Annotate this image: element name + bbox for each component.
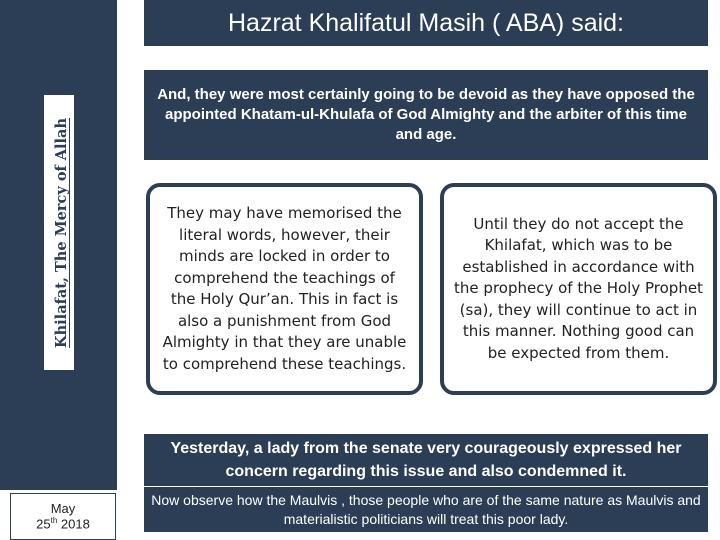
card-right xyxy=(440,183,717,395)
quote-text: And, they were most certainly going to be devoid as they have opposed the appointed Khatam-ul-Khulafa of God Almighty and the arbiter of this time and age. xyxy=(157,86,695,143)
card-right-text: Until they do not accept the Khilafat, which was to be established in accordance with the prophecy of the Holy Prophet (sa), they will continue to act in this manner. Nothing good can be expected from them. xyxy=(454,214,703,362)
footer-bold-text: Yesterday, a lady from the senate very courageously expressed her concern regarding this issue and also condemned it. xyxy=(170,440,682,480)
quote-box xyxy=(144,70,708,160)
date-day-year xyxy=(36,516,90,531)
footer-plain-banner xyxy=(144,487,708,532)
date-year: 2018 xyxy=(57,516,90,532)
card-left xyxy=(146,183,423,395)
footer-bold-banner xyxy=(144,434,708,486)
page-title: Hazrat Khalifatul Masih ( ABA) said: xyxy=(144,0,708,46)
date-suffix: th xyxy=(50,516,58,526)
vertical-title-text: Khilafat, The Mercy of Allah xyxy=(52,117,70,348)
card-left-text: They may have memorised the literal words, however, their minds are locked in order to comprehend the teachings of the Holy Qur’an. This in fact is also a punishment from God Almighty in that they are unable to comprehend these teachings. xyxy=(162,204,407,373)
footer-plain-text: Now observe how the Maulvis , those people who are of the same nature as Maulvis and materialistic politicians will treat this poor lady. xyxy=(151,491,701,527)
date-box xyxy=(10,493,116,540)
date-month: May xyxy=(50,501,76,517)
date-day: 25 xyxy=(36,516,51,532)
sidebar xyxy=(0,0,117,540)
vertical-title xyxy=(46,100,76,365)
